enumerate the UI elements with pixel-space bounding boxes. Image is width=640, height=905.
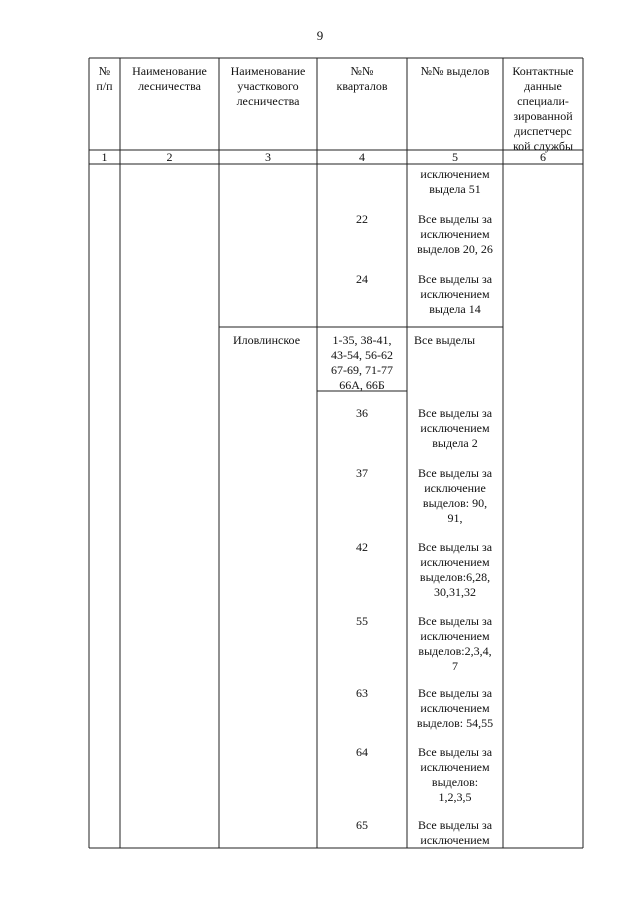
column-number-4: 4 — [359, 150, 365, 164]
page-number: 9 — [316, 28, 324, 43]
column-number-3: 3 — [265, 150, 271, 164]
quarter-number: 64 — [356, 745, 368, 759]
quarters-range: 1-35, 38-41, 43-54, 56-62 67-69, 71-77 66А, 66Б — [331, 333, 393, 392]
quarter-number: 63 — [356, 686, 368, 700]
column-number-6: 6 — [540, 150, 546, 164]
quarter-number: 55 — [356, 614, 368, 628]
column-number-1: 1 — [101, 150, 108, 164]
quarter-number: 22 — [356, 212, 368, 226]
header-col-quarters: №№ кварталов — [336, 64, 388, 93]
header-col-allotments: №№ выделов — [420, 64, 490, 78]
quarter-number: 65 — [356, 818, 368, 832]
column-number-5: 5 — [452, 150, 458, 164]
header-col-forestry: Наименование лесничества — [132, 64, 207, 93]
quarter-number: 42 — [356, 540, 368, 554]
allotment-text: исключением выдела 51 — [420, 167, 490, 196]
allotment-text: Все выделы за исключением выделов 20, 26 — [417, 212, 493, 256]
allotment-text: Все выделы за исключение выделов: 90, 91, — [417, 466, 493, 525]
allotment-text: Все выделы за исключением выделов: 1,2,3,5 — [417, 745, 493, 804]
allotment-text: Все выделы за исключением выделов: 54,55 — [416, 686, 494, 730]
quarter-number: 36 — [356, 406, 368, 420]
allotment-text: Все выделы за исключением выдела 2 — [417, 406, 493, 450]
allotment-text: Все выделы за исключением выдела 14 — [417, 272, 493, 316]
district-forestry-name: Иловлинское — [233, 333, 301, 347]
allotment-text: Все выделы за исключением выделов:2,3,4, 7 — [417, 614, 493, 673]
header-col-number: № п/п — [96, 64, 113, 93]
quarter-number: 37 — [356, 466, 368, 480]
allotment-text: Все выделы за исключением — [417, 818, 493, 847]
header-col-district-forestry: Наименование участкового лесничества — [230, 64, 306, 108]
header-col-contacts: Контактные данные специали- зированной диспетчерс кой службы — [512, 64, 574, 153]
quarter-number: 24 — [356, 272, 368, 286]
column-number-2: 2 — [166, 150, 173, 164]
allotment-text: Все выделы за исключением выделов:6,28, 30,31,32 — [417, 540, 493, 599]
allotment-text: Все выделы — [414, 333, 476, 347]
